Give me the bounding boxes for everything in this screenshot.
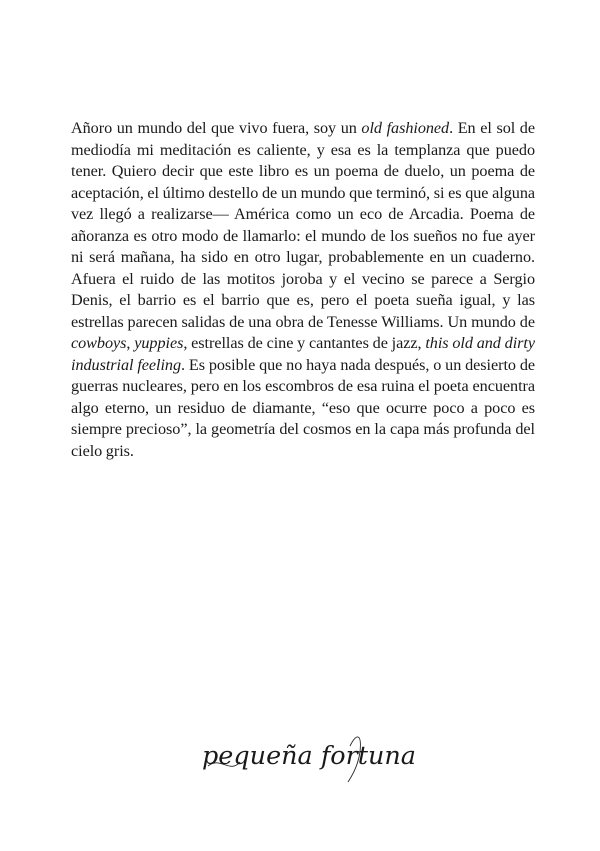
text-segment: . En el sol de mediodía mi meditación es caliente, y esa es la templanza que puedo tener. Quiero decir que este libro es un poema de duelo, un poema de aceptación, el último destello de un mundo que terminó, si es que alguna vez llegó a realizarse— América como un eco de Arcadia. Poema de añoranza es otro modo de llamarlo: el mundo de los sueños no fue ayer ni será mañana, ha sido en otro lugar, probablemente en un cuaderno. Afuera el ruido de las motitos joroba y el vecino se parece a Sergio Denis, el barrio es el barrio que es, pero el poeta sueña igual, y las estrellas parecen salidas de una obra de Tenesse Williams. Un mundo de (71, 119, 535, 331)
italic-word-cowboys: cowboys (71, 334, 127, 352)
signature-text: pequeña fortuna (202, 741, 416, 770)
text-segment: Añoro un mundo del que vivo fuera, soy un (71, 119, 362, 137)
italic-phrase-old-fashioned: old fashioned (361, 119, 450, 137)
italic-phrase-industrial-feeling: this old and dirty industrial feeling (71, 334, 535, 374)
text-segment: . Es posible que no haya nada después, o un desierto de guerras nucleares, pero en los escombros de esa ruina el poeta encuentra algo eterno, un residuo de diamante, “eso que ocurre poco a poco es siempre precioso”, la geometría del cosmos en la capa más profunda del cielo gris. (71, 355, 536, 460)
text-segment: , estrellas de cine y cantantes de jazz, (183, 334, 426, 352)
signature-script (200, 726, 420, 786)
text-segment: , (126, 334, 135, 352)
signature-svg (200, 726, 420, 786)
italic-word-yuppies: yuppies (134, 334, 184, 352)
body-paragraph (71, 118, 535, 462)
